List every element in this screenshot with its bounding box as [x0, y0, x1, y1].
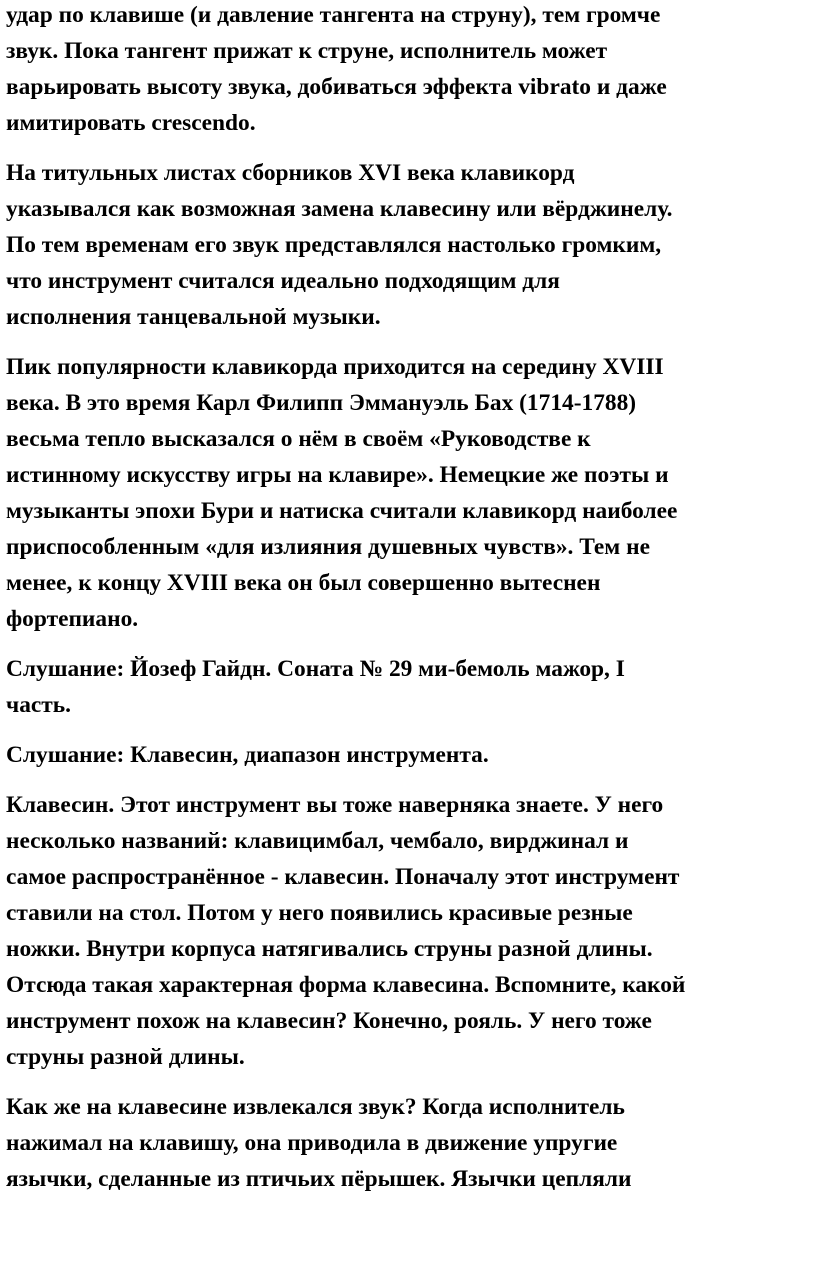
text-line: ставили на стол. Потом у него появились красивые резные	[6, 900, 633, 926]
text-line: Отсюда такая характерная форма клавесина. Вспомните, какой	[6, 972, 686, 998]
text-line: Клавесин. Этот инструмент вы тоже наверняка знаете. У него	[6, 792, 664, 818]
paragraph-tangent-sound	[6, 0, 808, 141]
text-line: струны разной длины.	[6, 1044, 245, 1070]
paragraph-harpsichord-intro	[6, 787, 808, 1075]
text-line: музыканты эпохи Бури и натиска считали клавикорд наиболее	[6, 498, 678, 524]
paragraph-title-pages	[6, 155, 808, 335]
text-line: исполнения танцевальной музыки.	[6, 304, 381, 330]
text-line: На титульных листах сборников XVI века клавикорд	[6, 160, 575, 186]
text-line: Как же на клавесине извлекался звук? Когда исполнитель	[6, 1094, 625, 1120]
text-line: ножки. Внутри корпуса натягивались струны разной длины.	[6, 936, 653, 962]
text-line: самое распространённое - клавесин. Поначалу этот инструмент	[6, 864, 680, 890]
text-line: несколько названий: клавицимбал, чембало, вирджинал и	[6, 828, 629, 854]
text-line: Слушание: Йозеф Гайдн. Соната № 29 ми-бемоль мажор, I	[6, 656, 625, 682]
paragraph-popularity-peak	[6, 349, 808, 637]
text-line: века. В это время Карл Филипп Эммануэль Бах (1714-1788)	[6, 390, 637, 416]
text-line: удар по клавише (и давление тангента на струну), тем громче	[6, 2, 661, 28]
paragraph-listening-haydn	[6, 651, 808, 723]
text-line: фортепиано.	[6, 606, 139, 632]
paragraph-listening-harpsichord	[6, 737, 808, 773]
text-line: часть.	[6, 692, 71, 718]
text-line: язычки, сделанные из птичьих пёрышек. Язычки цепляли	[6, 1166, 632, 1192]
text-line: истинному искусству игры на клавире». Немецкие же поэты и	[6, 462, 669, 488]
text-line: По тем временам его звук представлялся настолько громким,	[6, 232, 662, 258]
text-line: инструмент похож на клавесин? Конечно, рояль. У него тоже	[6, 1008, 652, 1034]
text-line: звук. Пока тангент прижат к струне, исполнитель может	[6, 38, 608, 64]
text-line: Пик популярности клавикорда приходится на середину XVIII	[6, 354, 664, 380]
text-line: варьировать высоту звука, добиваться эффекта vibrato и даже	[6, 74, 667, 100]
text-line: весьма тепло высказался о нём в своём «Руководстве к	[6, 426, 591, 452]
text-line: менее, к концу XVIII века он был совершенно вытеснен	[6, 570, 601, 596]
text-line: что инструмент считался идеально подходящим для	[6, 268, 560, 294]
text-line: указывался как возможная замена клавесину или вёрджинелу.	[6, 196, 673, 222]
text-line: имитировать crescendo.	[6, 110, 256, 136]
text-line: приспособленным «для излияния душевных чувств». Тем не	[6, 534, 650, 560]
text-line: Слушание: Клавесин, диапазон инструмента.	[6, 742, 489, 768]
paragraph-sound-production	[6, 1089, 808, 1197]
text-line: нажимал на клавишу, она приводила в движение упругие	[6, 1130, 618, 1156]
